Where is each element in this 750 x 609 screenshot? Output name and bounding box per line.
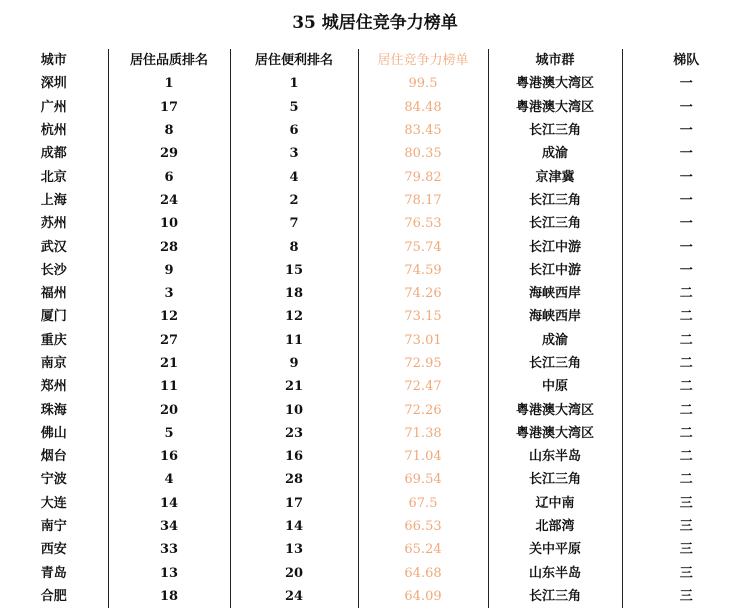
table-row (0, 96, 750, 119)
score-cell: 65.24 (358, 538, 488, 561)
table-row (0, 468, 750, 491)
quality-rank-cell: 8 (108, 119, 230, 142)
convenience-rank-cell: 18 (230, 282, 358, 305)
col-header-city: 城市 (40, 53, 67, 69)
table-row (0, 585, 750, 608)
convenience-rank-cell: 14 (230, 515, 358, 538)
city-cell: 苏州 (40, 216, 67, 232)
convenience-rank-cell: 23 (230, 422, 358, 445)
tier-cell: 二 (622, 375, 750, 398)
city-cluster-cell: 粤港澳大湾区 (488, 398, 622, 421)
city-cell: 珠海 (40, 402, 67, 418)
score-cell: 75.74 (358, 235, 488, 258)
city-cell: 南宁 (40, 519, 67, 535)
table-row (0, 72, 750, 95)
score-cell: 71.04 (358, 445, 488, 468)
city-cluster-cell: 长江中游 (488, 235, 622, 258)
quality-rank-cell: 29 (108, 142, 230, 165)
city-cell: 西安 (40, 542, 67, 558)
tier-cell: 二 (622, 282, 750, 305)
quality-rank-cell: 24 (108, 189, 230, 212)
city-cluster-cell: 中原 (488, 375, 622, 398)
city-cell: 长沙 (40, 262, 67, 278)
city-cluster-cell: 长江三角 (488, 189, 622, 212)
city-cell: 武汉 (40, 239, 67, 255)
quality-rank-cell: 9 (108, 259, 230, 282)
tier-cell: 二 (622, 329, 750, 352)
quality-rank-cell: 1 (108, 72, 230, 95)
score-cell: 72.26 (358, 398, 488, 421)
score-cell: 67.5 (358, 492, 488, 515)
city-cluster-cell: 粤港澳大湾区 (488, 96, 622, 119)
quality-rank-cell: 18 (108, 585, 230, 608)
quality-rank-cell: 27 (108, 329, 230, 352)
table-row (0, 305, 750, 328)
ranking-table (0, 49, 750, 608)
convenience-rank-cell: 10 (230, 398, 358, 421)
table-row (0, 212, 750, 235)
table-title: 35 城居住竞争力榜单 (292, 13, 458, 33)
city-cell: 广州 (40, 99, 67, 115)
tier-cell: 三 (622, 538, 750, 561)
quality-rank-cell: 4 (108, 468, 230, 491)
city-cluster-cell: 长江三角 (488, 468, 622, 491)
convenience-rank-cell: 6 (230, 119, 358, 142)
city-cell: 南京 (40, 356, 67, 371)
quality-rank-cell: 14 (108, 492, 230, 515)
quality-rank-cell: 33 (108, 538, 230, 561)
city-cell: 佛山 (40, 425, 67, 441)
table-row (0, 235, 750, 258)
convenience-rank-cell: 20 (230, 562, 358, 585)
city-cluster-cell: 粤港澳大湾区 (488, 422, 622, 445)
tier-cell: 三 (622, 585, 750, 608)
city-cell: 大连 (40, 495, 67, 511)
city-cell: 上海 (40, 192, 67, 208)
table-row (0, 259, 750, 282)
score-cell: 69.54 (358, 468, 488, 491)
score-cell: 72.47 (358, 375, 488, 398)
tier-cell: 一 (622, 235, 750, 258)
table-row (0, 492, 750, 515)
table-row (0, 422, 750, 445)
city-cluster-cell: 海峡西岸 (488, 282, 622, 305)
score-cell: 73.01 (358, 329, 488, 352)
city-cell: 宁波 (40, 472, 67, 488)
tier-cell: 一 (622, 119, 750, 142)
score-cell: 84.48 (358, 96, 488, 119)
city-cluster-cell: 山东半岛 (488, 562, 622, 585)
score-cell: 66.53 (358, 515, 488, 538)
tier-cell: 一 (622, 165, 750, 188)
table-row (0, 189, 750, 212)
city-cell: 北京 (40, 169, 67, 185)
convenience-rank-cell: 4 (230, 165, 358, 188)
tier-cell: 二 (622, 398, 750, 421)
city-cell: 杭州 (40, 123, 67, 139)
score-cell: 74.26 (358, 282, 488, 305)
convenience-rank-cell: 3 (230, 142, 358, 165)
tier-cell: 三 (622, 515, 750, 538)
city-cluster-cell: 长江三角 (488, 585, 622, 608)
tier-cell: 二 (622, 445, 750, 468)
col-header-tier: 梯队 (622, 49, 750, 72)
tier-cell: 一 (622, 142, 750, 165)
city-cell: 深圳 (40, 76, 67, 92)
col-header-city-cluster: 城市群 (488, 49, 622, 72)
tier-cell: 一 (622, 259, 750, 282)
table-row (0, 445, 750, 468)
score-cell: 74.59 (358, 259, 488, 282)
table-row (0, 165, 750, 188)
city-cell: 重庆 (40, 332, 67, 348)
city-cell: 合肥 (40, 588, 67, 604)
header-row (0, 49, 750, 72)
city-cluster-cell: 辽中南 (488, 492, 622, 515)
table-row (0, 282, 750, 305)
score-cell: 76.53 (358, 212, 488, 235)
city-cluster-cell: 长江三角 (488, 119, 622, 142)
convenience-rank-cell: 5 (230, 96, 358, 119)
tier-cell: 二 (622, 468, 750, 491)
quality-rank-cell: 6 (108, 165, 230, 188)
score-cell: 83.45 (358, 119, 488, 142)
quality-rank-cell: 16 (108, 445, 230, 468)
convenience-rank-cell: 28 (230, 468, 358, 491)
city-cluster-cell: 长江中游 (488, 259, 622, 282)
tier-cell: 一 (622, 72, 750, 95)
convenience-rank-cell: 21 (230, 375, 358, 398)
score-cell: 64.68 (358, 562, 488, 585)
quality-rank-cell: 10 (108, 212, 230, 235)
convenience-rank-cell: 12 (230, 305, 358, 328)
score-cell: 64.09 (358, 585, 488, 608)
quality-rank-cell: 34 (108, 515, 230, 538)
quality-rank-cell: 3 (108, 282, 230, 305)
convenience-rank-cell: 17 (230, 492, 358, 515)
quality-rank-cell: 17 (108, 96, 230, 119)
tier-cell: 一 (622, 212, 750, 235)
table-row (0, 329, 750, 352)
city-cluster-cell: 北部湾 (488, 515, 622, 538)
city-cell: 厦门 (40, 309, 67, 325)
col-header-quality-rank: 居住品质排名 (108, 49, 230, 72)
convenience-rank-cell: 2 (230, 189, 358, 212)
city-cell: 郑州 (40, 379, 67, 395)
tier-cell: 一 (622, 189, 750, 212)
city-cell: 青岛 (40, 565, 67, 581)
table-row (0, 375, 750, 398)
quality-rank-cell: 20 (108, 398, 230, 421)
table-row (0, 352, 750, 375)
city-cluster-cell: 成渝 (488, 329, 622, 352)
city-cluster-cell: 粤港澳大湾区 (488, 72, 622, 95)
score-cell: 78.17 (358, 189, 488, 212)
city-cluster-cell: 京津冀 (488, 165, 622, 188)
convenience-rank-cell: 13 (230, 538, 358, 561)
table-row (0, 142, 750, 165)
table-row (0, 119, 750, 142)
score-cell: 99.5 (358, 72, 488, 95)
convenience-rank-cell: 24 (230, 585, 358, 608)
convenience-rank-cell: 1 (230, 72, 358, 95)
city-cell: 成都 (40, 146, 67, 162)
tier-cell: 二 (622, 352, 750, 375)
table-row (0, 515, 750, 538)
tier-cell: 一 (622, 96, 750, 119)
quality-rank-cell: 5 (108, 422, 230, 445)
quality-rank-cell: 12 (108, 305, 230, 328)
convenience-rank-cell: 15 (230, 259, 358, 282)
convenience-rank-cell: 16 (230, 445, 358, 468)
tier-cell: 三 (622, 492, 750, 515)
quality-rank-cell: 21 (108, 352, 230, 375)
tier-cell: 二 (622, 422, 750, 445)
city-cluster-cell: 关中平原 (488, 538, 622, 561)
score-cell: 79.82 (358, 165, 488, 188)
city-cluster-cell: 长江三角 (488, 212, 622, 235)
city-cell: 烟台 (40, 449, 67, 465)
city-cluster-cell: 成渝 (488, 142, 622, 165)
tier-cell: 二 (622, 305, 750, 328)
score-cell: 73.15 (358, 305, 488, 328)
score-cell: 80.35 (358, 142, 488, 165)
col-header-competitiveness-score: 居住竞争力榜单 (358, 49, 488, 72)
city-cluster-cell: 海峡西岸 (488, 305, 622, 328)
score-cell: 71.38 (358, 422, 488, 445)
tier-cell: 三 (622, 562, 750, 585)
quality-rank-cell: 28 (108, 235, 230, 258)
convenience-rank-cell: 8 (230, 235, 358, 258)
col-header-convenience-rank: 居住便利排名 (230, 49, 358, 72)
score-cell: 72.95 (358, 352, 488, 375)
convenience-rank-cell: 7 (230, 212, 358, 235)
convenience-rank-cell: 11 (230, 329, 358, 352)
quality-rank-cell: 11 (108, 375, 230, 398)
table-row (0, 538, 750, 561)
table-row (0, 562, 750, 585)
convenience-rank-cell: 9 (230, 352, 358, 375)
quality-rank-cell: 13 (108, 562, 230, 585)
city-cluster-cell: 山东半岛 (488, 445, 622, 468)
table-row (0, 398, 750, 421)
city-cluster-cell: 长江三角 (488, 352, 622, 375)
city-cell: 福州 (40, 286, 67, 302)
